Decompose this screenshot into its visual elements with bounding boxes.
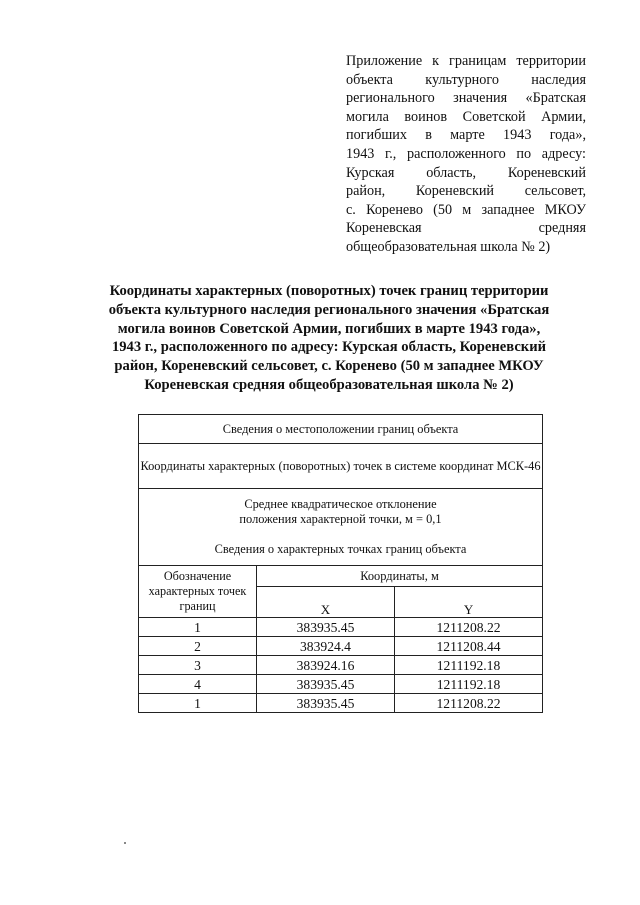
heading-line: объекта культурного наследия регионального значения «Братская	[108, 301, 550, 318]
heading-line: район, Кореневский сельсовет, с. Коренево (50 м западнее МКОУ	[114, 358, 544, 375]
point-y: 1211192.18	[395, 656, 543, 675]
coordinate-system-cell: Координаты характерных (поворотных) точек в системе координат МСК-46	[139, 444, 543, 489]
heading-line: 1943 г., расположенного по адресу: Курская область, Кореневский	[111, 339, 547, 356]
point-id: 4	[139, 675, 257, 694]
document-heading	[90, 282, 568, 395]
x-header: X	[257, 587, 395, 618]
accuracy-line-1: Среднее квадратическое отклонение	[244, 497, 437, 511]
table-row	[139, 675, 543, 694]
point-id: 1	[139, 618, 257, 637]
appendix-line: объекта культурного наследия	[346, 71, 586, 88]
heading-line: могила воинов Советской Армии, погибших в марте 1943 года»,	[117, 320, 541, 337]
point-id: 3	[139, 656, 257, 675]
appendix-line: могила воинов Советской Армии,	[346, 108, 586, 125]
point-x: 383935.45	[257, 618, 395, 637]
table-title: Сведения о местоположении границ объекта	[139, 415, 543, 444]
point-y: 1211192.18	[395, 675, 543, 694]
heading-line: Координаты характерных (поворотных) точек границ территории	[109, 283, 549, 299]
point-y: 1211208.22	[395, 694, 543, 713]
accuracy-line-2: положения характерной точки, м = 0,1	[239, 512, 442, 526]
table-row	[139, 656, 543, 675]
appendix-line: регионального значения «Братская	[346, 90, 586, 107]
point-x: 383935.45	[257, 675, 395, 694]
appendix-line: с. Коренево (50 м западнее МКОУ	[346, 201, 586, 218]
point-x: 383924.16	[257, 656, 395, 675]
point-id: 1	[139, 694, 257, 713]
appendix-line: Приложение к границам территории	[346, 53, 586, 69]
appendix-note	[346, 52, 586, 257]
scan-speck	[124, 842, 126, 844]
table-row	[139, 618, 543, 637]
y-header: Y	[395, 587, 543, 618]
appendix-line: Курская область, Кореневский	[346, 164, 586, 181]
heading-line: Кореневская средняя общеобразовательная школа № 2)	[144, 376, 514, 393]
table-row	[139, 694, 543, 713]
appendix-line: погибших в марте 1943 года»,	[346, 127, 586, 144]
point-label-header: Обозначение характерных точек границ	[139, 566, 257, 618]
point-x: 383935.45	[257, 694, 395, 713]
point-y: 1211208.22	[395, 618, 543, 637]
appendix-line: район, Кореневский сельсовет,	[346, 183, 586, 200]
appendix-line: 1943 г., расположенного по адресу:	[346, 145, 586, 162]
coordinates-header: Координаты, м	[257, 566, 543, 587]
points-info-line: Сведения о характерных точках границ объекта	[214, 542, 467, 556]
point-y: 1211208.44	[395, 637, 543, 656]
table-row	[139, 637, 543, 656]
appendix-line: Кореневская средняя	[346, 220, 586, 237]
appendix-line: общеобразовательная школа № 2)	[346, 238, 551, 255]
coordinates-table	[138, 414, 543, 713]
accuracy-cell	[139, 489, 543, 566]
point-id: 2	[139, 637, 257, 656]
point-x: 383924.4	[257, 637, 395, 656]
spacer	[139, 527, 542, 542]
